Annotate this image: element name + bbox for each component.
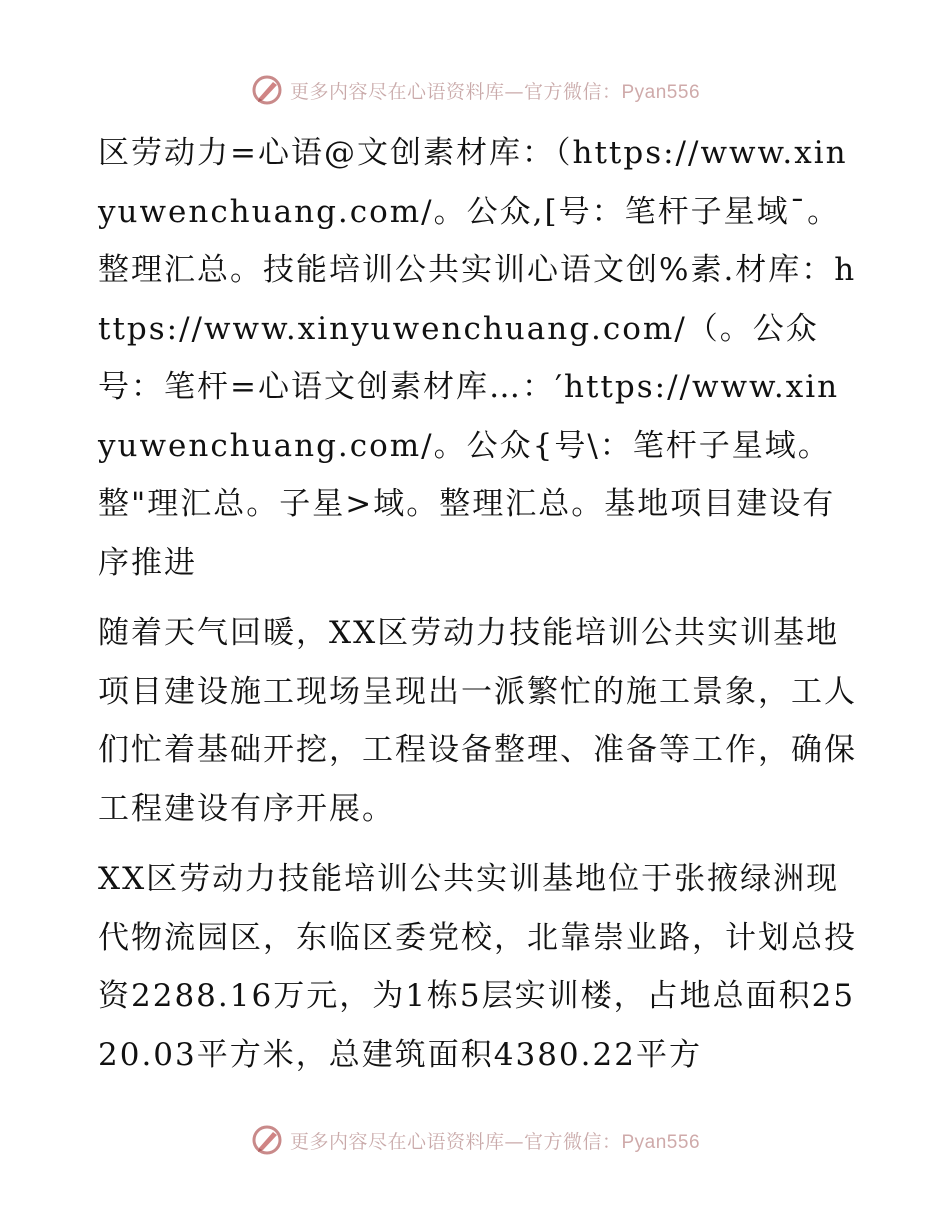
footer-banner: [0, 1120, 950, 1160]
footer-banner-text: 更多内容尽在心语资料库—官方微信：Pyan556: [289, 1130, 701, 1153]
pen-circle-logo-icon: [250, 1123, 284, 1157]
pen-circle-logo-icon: [250, 73, 284, 107]
wechat-id: Pyan556: [621, 1131, 701, 1153]
header-banner: [0, 70, 950, 110]
paragraph-3: XX区劳动力技能培训公共实训基地位于张掖绿洲现代物流园区，东临区委党校，北靠崇业路，计划总投资2288.16万元，为1栋5层实训楼，占地总面积2520.03平方米，总建筑面积4380.22平方: [98, 861, 857, 1073]
document-body: [98, 124, 858, 1084]
wechat-id: Pyan556: [621, 81, 701, 103]
header-banner-text: 更多内容尽在心语资料库—官方微信：Pyan556: [289, 80, 701, 103]
paragraph-2: 随着天气回暖，XX区劳动力技能培训公共实训基地项目建设施工现场呈现出一派繁忙的施工景象，工人们忙着基础开挖，工程设备整理、准备等工作，确保工程建设有序开展。: [98, 615, 857, 827]
paragraph-1: 区劳动力=心语@文创素材库：（https://www.xinyuwenchuang.com/。公众,[号：笔杆子星域¯。整理汇总。技能培训公共实训心语文创%素.材库：https://www.xinyuwenchuang.com/（。公众号：笔杆=心语文创素材库…：′https://www.xinyuwenchuang.com/。公众{号\：笔杆子星域。整"理汇总。子星>域。整理汇总。基地项目建设有序推进: [98, 135, 857, 581]
